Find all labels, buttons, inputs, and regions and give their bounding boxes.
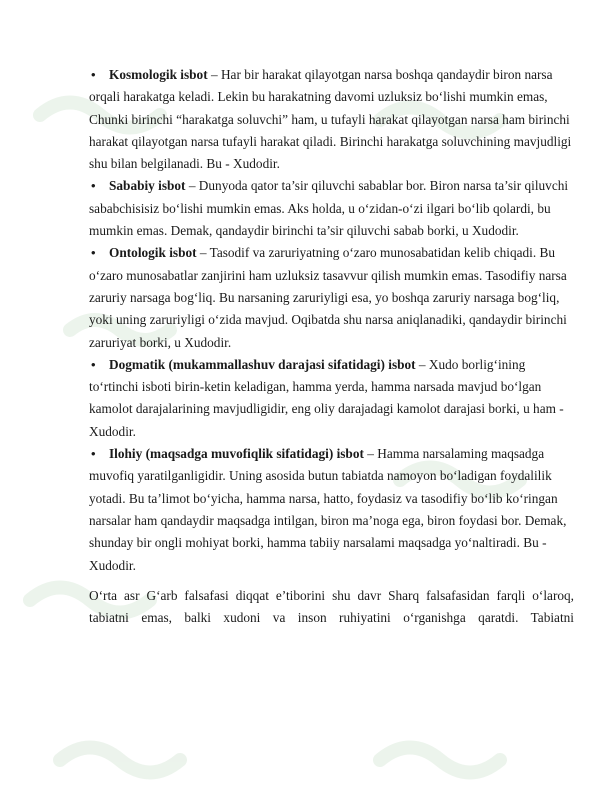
bullet-icon: • (91, 356, 96, 372)
list-item-sababiy (89, 175, 574, 242)
item-term: Kosmologik isbot (109, 67, 208, 82)
item-term: Sababiy isbot (109, 178, 186, 194)
list-item-ilohiy (89, 443, 574, 577)
item-term: Dogmatik (mukammallashuv darajasi sifatidagi) isbot (109, 356, 416, 372)
item-text: – Hamma narsalaming maqsadga muvofiq yaratilganligidir. Uning asosida butun tabiatda namoyon bo‘ladigan foydalilik yotadi. Bu ta’limot bo‘yicha, hamma narsa, hatto, foydasiz va tasodifiy bo‘lib ko‘ringan narsalar ham qandaydir maqsadga intilgan, biron ma’noga ega, biron foydasi bor. Demak, shunday bir ongli mohiyat borki, hamma tabiiy narsalami maqsadga yo‘naltiradi. Bu -Xudodir. (89, 446, 567, 573)
list-item-kosmologik (89, 64, 574, 175)
document-page (89, 64, 574, 629)
bullet-icon: • (91, 178, 96, 194)
list-item-dogmatik (89, 354, 574, 443)
item-text: – Tasodif va zaruriyatning o‘zaro munosabatidan kelib chiqadi. Bu o‘zaro munosabatlar zanjirini ham uzluksiz tasavvur qilish mumkin emas. Tasodifiy narsa zaruriy narsaga bog‘liq. Bu narsaning zaruriyligi esa, yo boshqa zaruriy narsaga bog‘liq, yoki uning zaruriyligi o‘zida mavjud. Oqibatda shu narsa aniqlanadiki, qandaydir birinchi zaruriyat borki, u Xudodir. (89, 245, 567, 350)
item-text: – Xudo borlig‘ining to‘rtinchi isboti birin-ketin keladigan, hamma yerda, hamma narsada mavjud bo‘lgan kamolot darajalarining mavjudligidir, eng oliy darajadagi kamolot darajasi borki, u ham -Xudodir. (89, 356, 564, 439)
bullet-icon: • (91, 245, 96, 261)
bullet-icon: • (91, 67, 96, 82)
item-text: – Dunyoda qator ta’sir qiluvchi sabablar bor. Biron narsa ta’sir qiluvchi sababchisisiz bo‘lishi mumkin emas. Aks holda, u o‘zidan-o‘zi ilgari bo‘lib qolardi, bu mumkin emas. Demak, qandaydir birinchi ta’sir qiluvchi sabab borki, u Xudodir. (89, 178, 569, 239)
item-text: – Har bir harakat qilayotgan narsa boshqa qandaydir biron narsa orqali harakatga keladi. Lekin bu harakatning davomi uzluksiz bo‘lishi mumkin emas, Chunki birinchi “harakatga soluvchi” ham, u tufayli harakat qilayotgan narsa ham birinchi harakat qilayotgan narsa tufayli harakat qiladi. Birinchi harakatga soluvchining mavjudligi shu bilan belgilanadi. Bu - Xudodir. (89, 67, 572, 172)
closing-paragraph: O‘rta asr G‘arb falsafasi diqqat e’tiborini shu davr Sharq falsafasidan farqli o‘laroq, tabiatni emas, balki xudoni va inson ruhiyatini o‘rganishga qaratdi. Tabiatni (89, 587, 574, 626)
item-term: Ontologik isbot (109, 245, 197, 261)
bullet-icon: • (91, 446, 96, 462)
item-term: Ilohiy (maqsadga muvofiqlik sifatidagi) isbot (109, 446, 364, 462)
list-item-ontologik (89, 242, 574, 353)
